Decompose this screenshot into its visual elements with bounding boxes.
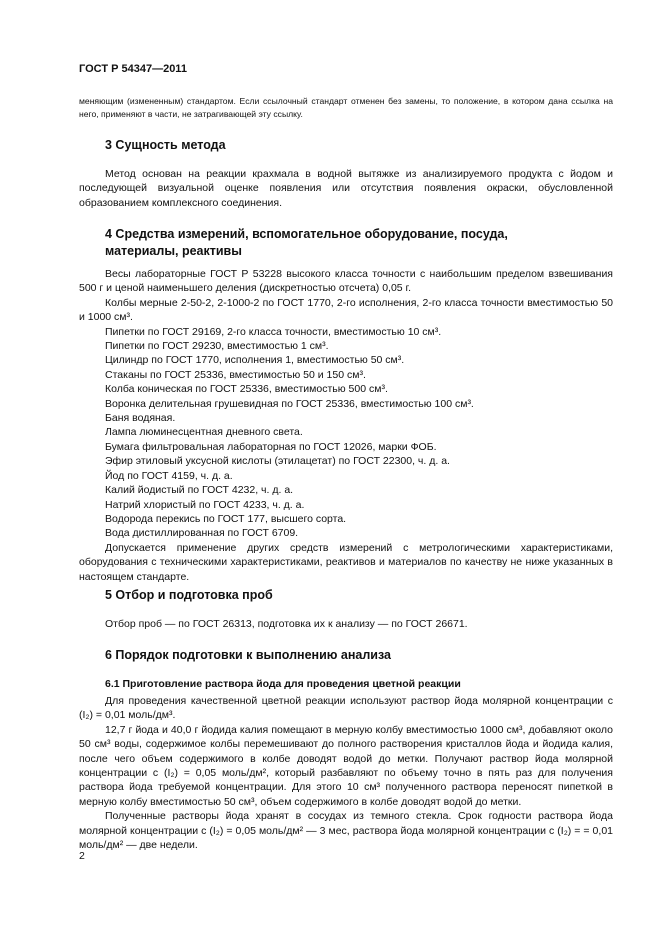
section-3-body bbox=[79, 167, 613, 210]
equipment-item: Водорода перекись по ГОСТ 177, высшего сорта. bbox=[105, 512, 347, 525]
section-4-para-2: Колбы мерные 2-50-2, 2-1000-2 по ГОСТ 1770, 2-го исполнения, 2-го класса точности вместимостью 50 и 1000 см³. bbox=[79, 296, 613, 324]
section-4-title-line2: материалы, реактивы bbox=[105, 244, 242, 258]
section-6-body bbox=[79, 694, 613, 852]
section-5-text: Отбор проб — по ГОСТ 26313, подготовка их к анализу — по ГОСТ 26671. bbox=[105, 618, 468, 630]
document-id: ГОСТ Р 54347—2011 bbox=[79, 63, 187, 75]
page-number: 2 bbox=[79, 850, 85, 862]
section-5-body bbox=[79, 617, 613, 631]
section-6-para-3: Полученные растворы йода хранят в сосудах из темного стекла. Срок годности раствора йода молярной концентрации c (I₂) = 0,05 моль/дм² — 3 мес, раствора йода молярной концентрации c (I₂) = = 0,01 моль/дм² — две недели. bbox=[79, 810, 613, 852]
section-6-para-2: 12,7 г йода и 40,0 г йодида калия помещают в мерную колбу вместимостью 1000 см³, добавляют около 50 см³ воды, содержимое колбы перемешивают до полного растворения кристаллов йода и йодида калия, после чего объем содержимого в колбе доводят водой до метки. Получают раствор йода молярной концентрации c (I₂) = 0,05 моль/дм², который разбавляют по объему точно в пять раз для получения раствора йода требуемой концентрации. Для этого 10 см³ полученного раствора переносят пипеткой в мерную колбу вместимостью 50 см³, объем содержимого в колбе доводят водой до метки. bbox=[79, 723, 613, 808]
equipment-item: Йод по ГОСТ 4159, ч. д. а. bbox=[105, 469, 233, 482]
equipment-item: Цилиндр по ГОСТ 1770, исполнения 1, вместимостью 50 см³. bbox=[105, 354, 405, 367]
equipment-item: Вода дистиллированная по ГОСТ 6709. bbox=[105, 527, 299, 540]
equipment-item: Лампа люминесцентная дневного света. bbox=[105, 426, 303, 439]
intro-block bbox=[79, 95, 613, 121]
section-5-title: 5 Отбор и подготовка проб bbox=[105, 588, 273, 602]
section-3-title: 3 Сущность метода bbox=[105, 138, 226, 152]
subsection-6-1 bbox=[79, 677, 613, 691]
section-4-para-1: Весы лабораторные ГОСТ Р 53228 высокого класса точности с наибольшим пределом взвешивания 500 г и ценой наименьшего деления (дискретностью отсчета) 0,05 г. bbox=[79, 268, 613, 295]
equipment-item: Пипетки по ГОСТ 29230, вместимостью 1 см³. bbox=[105, 340, 329, 353]
section-4-body bbox=[79, 267, 613, 584]
equipment-item: Пипетки по ГОСТ 29169, 2-го класса точности, вместимостью 10 см³. bbox=[105, 325, 442, 338]
equipment-item: Натрий хлористый по ГОСТ 4233, ч. д. а. bbox=[105, 498, 305, 511]
section-6-title: 6 Порядок подготовки к выполнению анализа bbox=[105, 648, 391, 662]
equipment-item: Бумага фильтровальная лабораторная по ГОСТ 12026, марки ФОБ. bbox=[105, 440, 437, 453]
section-4-heading bbox=[79, 226, 613, 260]
section-3 bbox=[79, 137, 613, 154]
equipment-item: Эфир этиловый уксусной кислоты (этилацетат) по ГОСТ 22300, ч. д. а. bbox=[105, 455, 450, 468]
subsection-6-1-title: 6.1 Приготовление раствора йода для проведения цветной реакции bbox=[105, 678, 461, 690]
equipment-item: Калий йодистый по ГОСТ 4232, ч. д. а. bbox=[105, 484, 294, 497]
equipment-item: Стаканы по ГОСТ 25336, вместимостью 50 и 150 см³. bbox=[105, 368, 366, 381]
section-6 bbox=[79, 647, 613, 664]
section-6-para-1: Для проведения качественной цветной реакции используют раствор йода молярной концентрации c (I₂) = 0,01 моль/дм³. bbox=[79, 695, 613, 722]
section-4-title-line1: 4 Средства измерений, вспомогательное оборудование, посуда, bbox=[105, 227, 508, 241]
equipment-item: Баня водяная. bbox=[105, 412, 176, 425]
section-5 bbox=[79, 587, 613, 604]
section-3-text: Метод основан на реакции крахмала в водной вытяжке из анализируемого продукта с йодом и последующей визуальной оценке появления или отсутствия появления окраски, обусловленной образованием комплексного соединения. bbox=[79, 168, 613, 209]
section-4-closing: Допускается применение других средств измерений с метрологическими характеристиками, оборудования с техническими характеристиками, реактивов и материалов по качеству не ниже указанных в настоящем стандарте. bbox=[79, 541, 613, 583]
equipment-item: Колба коническая по ГОСТ 25336, вместимостью 500 см³. bbox=[105, 383, 388, 396]
intro-paragraph: меняющим (измененным) стандартом. Если ссылочный стандарт отменен без замены, то положение, в котором дана ссылка на него, применяют в части, не затрагивающей эту ссылку. bbox=[79, 96, 613, 119]
equipment-item: Воронка делительная грушевидная по ГОСТ 25336, вместимостью 100 см³. bbox=[105, 397, 474, 410]
